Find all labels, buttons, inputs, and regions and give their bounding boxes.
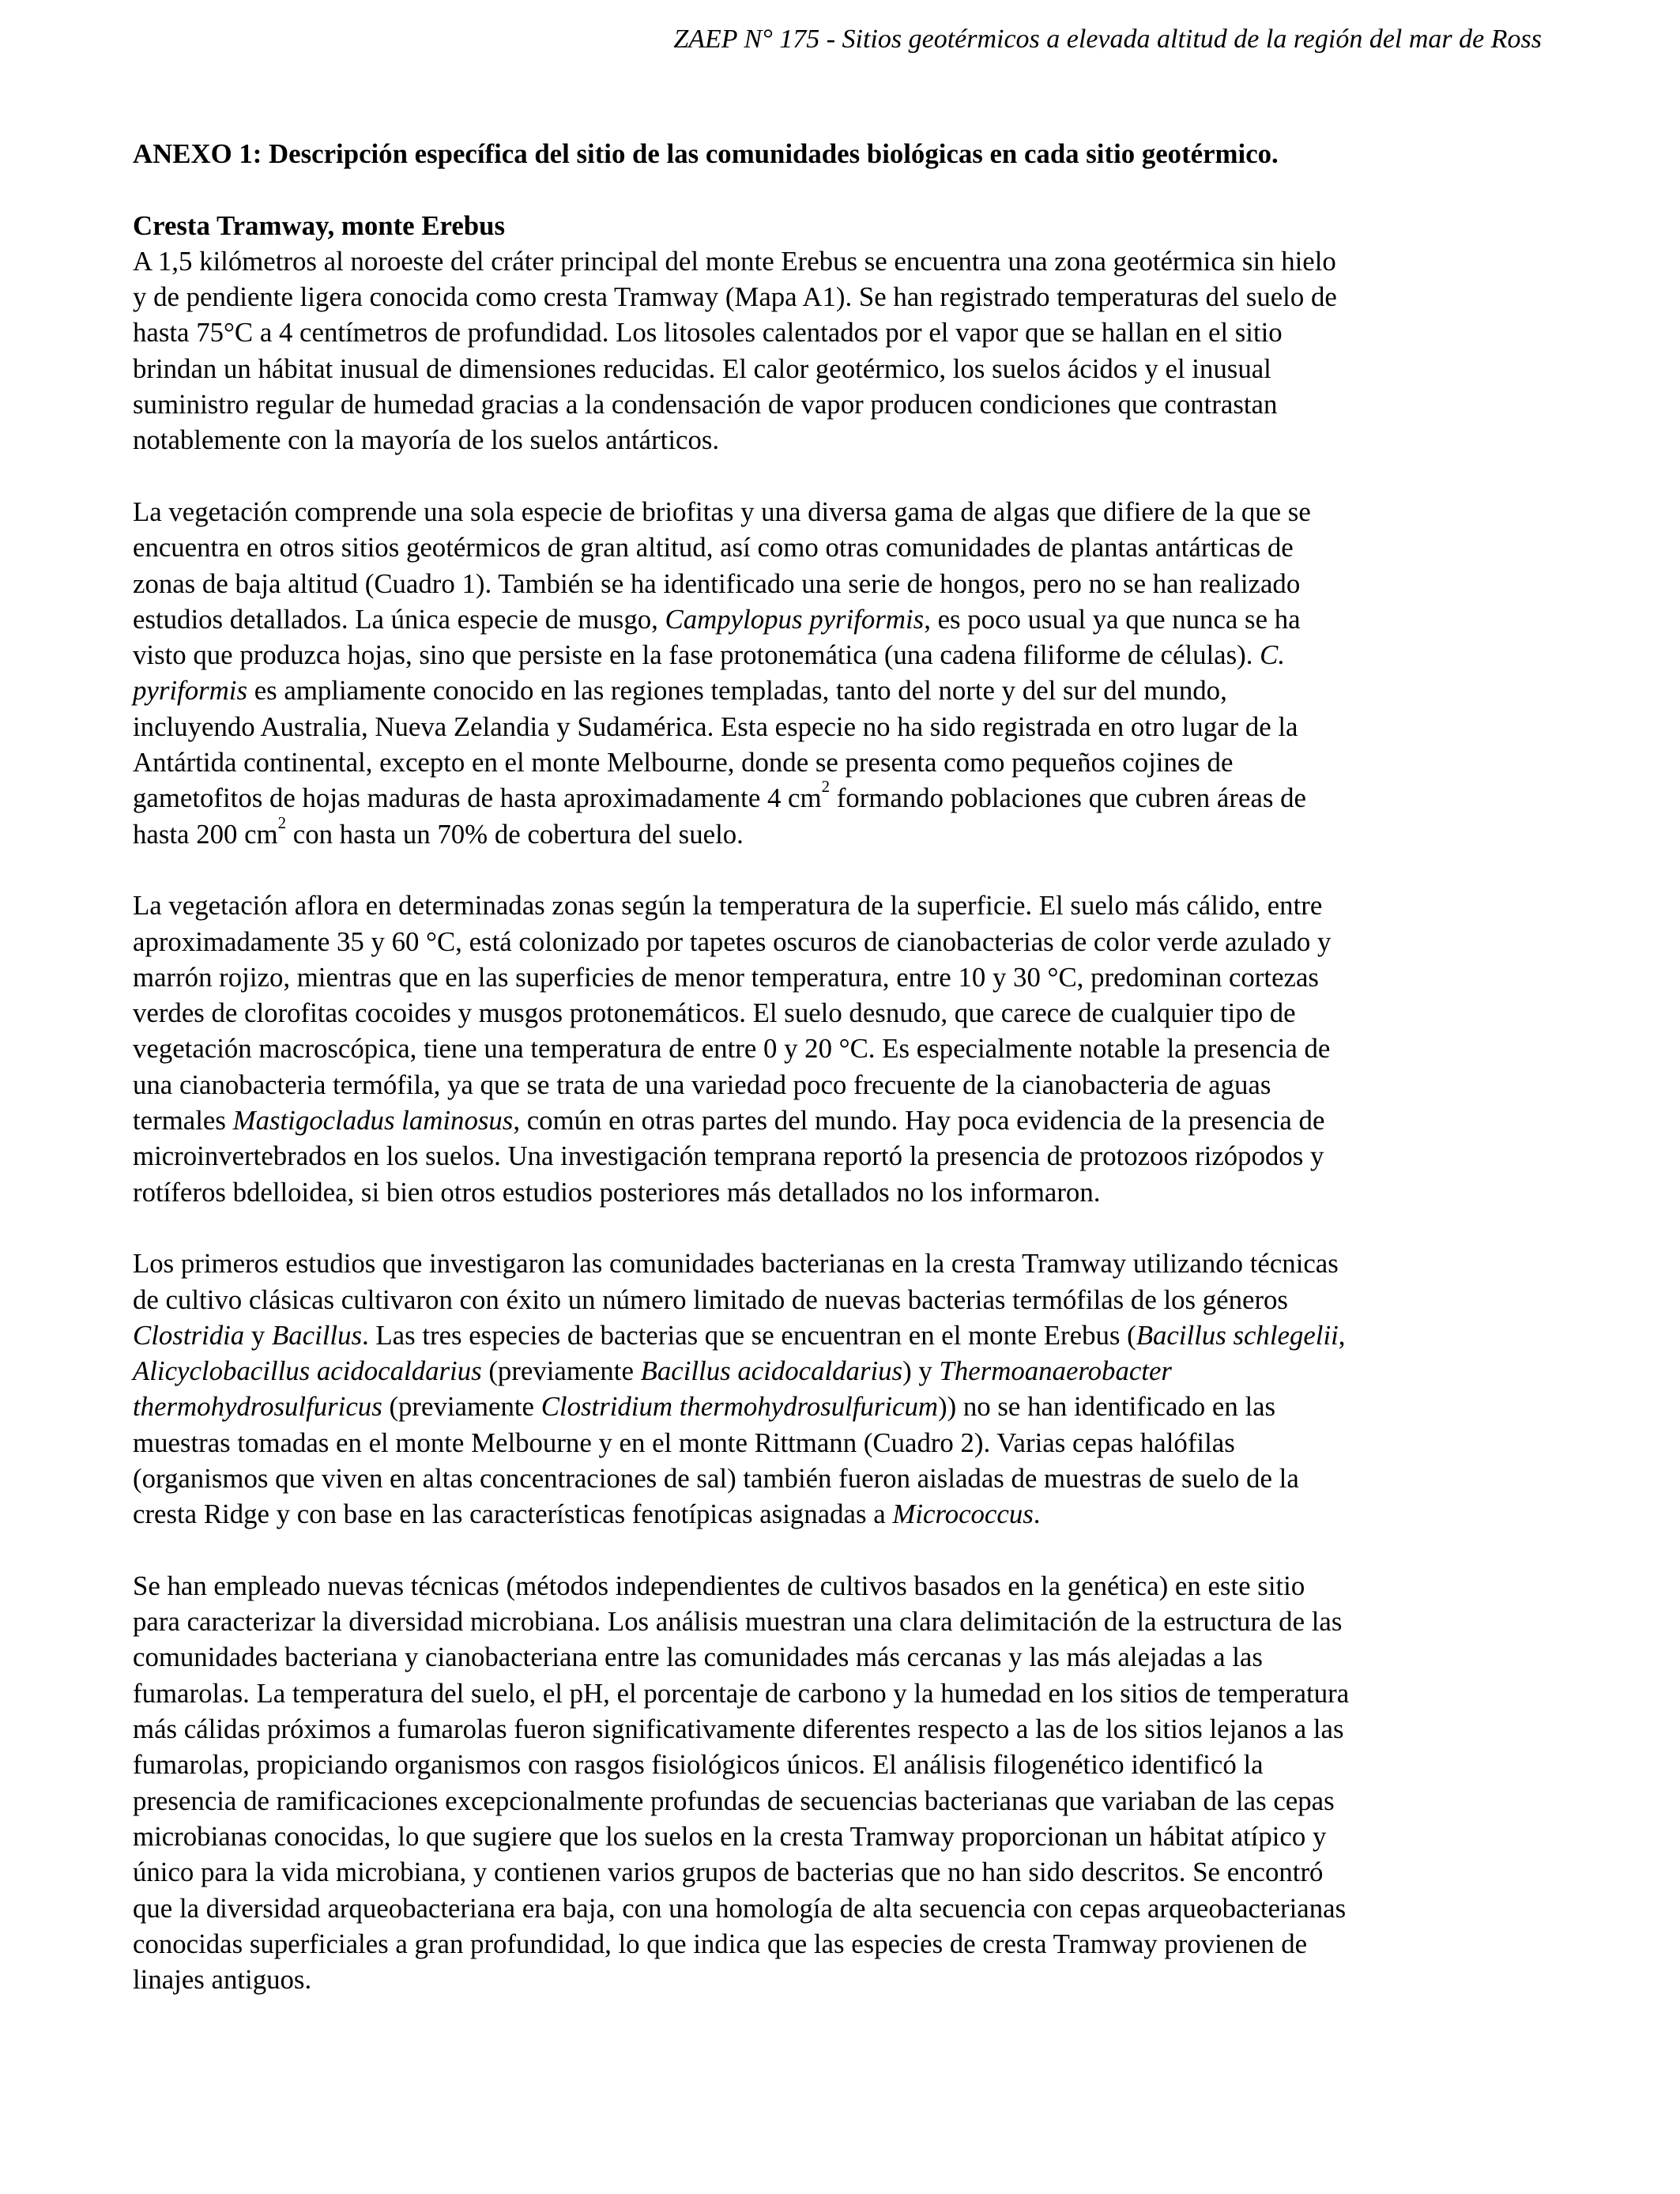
text-run: rotíferos bdelloidea, si bien otros estudios posteriores más detallados no los informaron.	[133, 1176, 1101, 1208]
text-run: de cultivo clásicas cultivaron con éxito un número limitado de nuevas bacterias termófilas de los géneros	[133, 1284, 1288, 1315]
text-run: y de pendiente ligera conocida como cresta Tramway (Mapa A1). Se han registrado temperaturas del suelo de	[133, 281, 1337, 313]
text-run: La vegetación aflora en determinadas zonas según la temperatura de la superficie. El suelo más cálido, entre	[133, 890, 1323, 922]
text-run: brindan un hábitat inusual de dimensiones reducidas. El calor geotérmico, los suelos ácidos y el inusual	[133, 352, 1271, 384]
text-run: fumarolas, propiciando organismos con rasgos fisiológicos únicos. El análisis filogenético identificó la	[133, 1749, 1264, 1781]
italic-term: C.	[1260, 639, 1286, 671]
text-line	[133, 566, 1551, 601]
text-line	[133, 315, 1551, 350]
text-run: La vegetación comprende una sola especie de briofitas y una diversa gama de algas que difiere de la que se	[133, 496, 1311, 527]
text-run: verdes de clorofitas cocoides y musgos protonemáticos. El suelo desnudo, que carece de cualquier tipo de	[133, 997, 1296, 1029]
superscript: 2	[821, 777, 831, 797]
text-line	[133, 1103, 1551, 1138]
text-run: con hasta un 70% de cobertura del suelo.	[286, 818, 744, 850]
text-line	[133, 1031, 1551, 1066]
text-line	[133, 1926, 1551, 1962]
text-line	[133, 1783, 1551, 1819]
italic-term: Campylopus pyriformis	[665, 603, 925, 635]
text-run: encuentra en otros sitios geotérmicos de gran altitud, así como otras comunidades de plantas antárticas de	[133, 532, 1294, 564]
superscript: 2	[277, 812, 287, 832]
text-run: hasta 75°C a 4 centímetros de profundidad. Los litosoles calentados por el vapor que se hallan en el sitio	[133, 317, 1283, 349]
text-run: termales	[133, 1105, 233, 1137]
text-line	[133, 530, 1551, 565]
text-run: visto que produzca hojas, sino que persiste en la fase protonemática (una cadena filiforme de células).	[133, 639, 1260, 671]
text-run: conocidas superficiales a gran profundidad, lo que indica que las especies de cresta Tramway provienen de	[133, 1928, 1308, 1959]
text-line	[133, 1246, 1551, 1281]
text-line	[133, 1891, 1551, 1926]
text-run: cresta Ridge y con base en las características fenotípicas asignadas a	[133, 1498, 893, 1530]
text-run: presencia de ramificaciones excepcionalmente profundas de secuencias bacterianas que variaban de las cepas	[133, 1785, 1335, 1816]
text-run: único para la vida microbiana, y contienen varios grupos de bacterias que no han sido descritos. Se encontró	[133, 1857, 1324, 1888]
italic-term: Bacillus acidocaldarius	[640, 1355, 903, 1387]
text-run: suministro regular de humedad gracias a la condensación de vapor producen condiciones que contrastan	[133, 389, 1278, 420]
text-line	[133, 386, 1551, 422]
text-run: , es poco usual ya que nunca se ha	[924, 603, 1301, 635]
text-run: , común en otras partes del mundo. Hay poca evidencia de la presencia de	[513, 1105, 1325, 1137]
text-line	[133, 1604, 1551, 1639]
text-run: gametofitos de hojas maduras de hasta aproximadamente 4 cm	[133, 782, 822, 814]
text-line	[133, 1639, 1551, 1675]
text-line	[133, 1389, 1551, 1424]
annex-title: ANEXO 1: Descripción específica del sitio de las comunidades biológicas en cada sitio geotérmico.	[133, 138, 1279, 169]
text-run: linajes antiguos.	[133, 1964, 312, 1996]
italic-term: Clostridia	[133, 1319, 245, 1351]
text-run: microinvertebrados en los suelos. Una investigación temprana reportó la presencia de protozoos rizópodos y	[133, 1140, 1324, 1172]
text-run: muestras tomadas en el monte Melbourne y en el monte Rittmann (Cuadro 2). Varias cepas halófilas	[133, 1427, 1235, 1458]
text-line	[133, 279, 1551, 315]
paragraph	[133, 1246, 1551, 1532]
text-line	[133, 1174, 1551, 1210]
text-run: Los primeros estudios que investigaron las comunidades bacterianas en la cresta Tramway utilizando técnicas	[133, 1248, 1339, 1280]
text-line	[133, 1568, 1551, 1604]
text-line	[133, 637, 1551, 673]
text-run: zonas de baja altitud (Cuadro 1). También se ha identificado una serie de hongos, pero no se han realizado	[133, 567, 1301, 599]
text-run: notablemente con la mayoría de los suelos antárticos.	[133, 424, 720, 456]
text-run: A 1,5 kilómetros al noroeste del cráter principal del monte Erebus se encuentra una zona geotérmica sin hielo	[133, 245, 1336, 277]
text-line	[133, 1282, 1551, 1318]
page-body	[133, 136, 1551, 2034]
italic-term: Bacillus schlegelii	[1136, 1319, 1339, 1351]
text-line	[133, 601, 1551, 637]
text-line	[133, 1425, 1551, 1461]
text-line	[133, 888, 1551, 923]
text-line	[133, 1353, 1551, 1389]
italic-term: Clostridium thermohydrosulfuricum	[541, 1391, 939, 1423]
italic-term: Mastigocladus laminosus	[232, 1105, 514, 1137]
text-run: (previamente	[382, 1391, 541, 1423]
italic-term: Thermoanaerobacter	[939, 1355, 1172, 1387]
text-run: ) y	[902, 1355, 940, 1387]
text-line	[133, 1461, 1551, 1496]
text-run: Se han empleado nuevas técnicas (métodos independientes de cultivos basados en la genética) en este sitio	[133, 1570, 1305, 1601]
text-run: vegetación macroscópica, tiene una temperatura de entre 0 y 20 °C. Es especialmente notable la presencia de	[133, 1033, 1331, 1065]
text-line	[133, 709, 1551, 745]
text-run: . Las tres especies de bacterias que se encuentran en el monte Erebus (	[362, 1319, 1136, 1351]
text-line	[133, 243, 1551, 279]
italic-term: thermohydrosulfuricus	[133, 1391, 382, 1423]
text-line	[133, 1711, 1551, 1747]
text-run: una cianobacteria termófila, ya que se trata de una variedad poco frecuente de la cianobacteria de aguas	[133, 1069, 1271, 1100]
text-line	[133, 959, 1551, 995]
text-run: comunidades bacteriana y cianobacteriana entre las comunidades más cercanas y las más alejadas a las	[133, 1642, 1263, 1673]
italic-term: Micrococcus	[892, 1498, 1034, 1530]
text-line	[133, 1819, 1551, 1854]
text-line	[133, 1854, 1551, 1890]
text-line	[133, 995, 1551, 1031]
text-run: aproximadamente 35 y 60 °C, está colonizado por tapetes oscuros de cianobacterias de color verde azulado y	[133, 925, 1332, 957]
text-line	[133, 1496, 1551, 1532]
text-line	[133, 1318, 1551, 1353]
text-line	[133, 812, 1551, 852]
text-run: Antártida continental, excepto en el monte Melbourne, donde se presenta como pequeños cojines de	[133, 747, 1234, 778]
text-line	[133, 1962, 1551, 1997]
text-line	[133, 422, 1551, 458]
text-line	[133, 924, 1551, 959]
section-paragraphs	[133, 243, 1551, 1998]
text-run: )) no se han identificado en las	[938, 1391, 1276, 1423]
text-run: más cálidas próximos a fumarolas fueron significativamente diferentes respecto a las de los sitios lejanos a las	[133, 1713, 1344, 1745]
italic-term: Alicyclobacillus acidocaldarius	[133, 1355, 482, 1387]
italic-term: Bacillus	[271, 1319, 363, 1351]
text-run: fumarolas. La temperatura del suelo, el pH, el porcentaje de carbono y la humedad en los sitios de temperatura	[133, 1677, 1350, 1709]
text-line	[133, 351, 1551, 386]
italic-term: pyriformis	[133, 675, 247, 707]
text-line	[133, 673, 1551, 708]
text-run: incluyendo Australia, Nueva Zelandia y Sudamérica. Esta especie no ha sido registrada en otro lugar de la	[133, 711, 1298, 742]
text-run: .	[1033, 1498, 1041, 1530]
text-line	[133, 494, 1551, 530]
paragraph	[133, 1568, 1551, 1998]
running-header: ZAEP N° 175 - Sitios geotérmicos a elevada altitud de la región del mar de Ross	[673, 25, 1542, 54]
text-run: (organismos que viven en altas concentraciones de sal) también fueron aisladas de muestras de suelo de la	[133, 1462, 1299, 1494]
section-title: Cresta Tramway, monte Erebus	[133, 209, 506, 241]
text-run: y	[244, 1319, 272, 1351]
text-run: hasta 200 cm	[133, 818, 278, 850]
text-run: microbianas conocidas, lo que sugiere que los suelos en la cresta Tramway proporcionan un hábitat atípico y	[133, 1820, 1327, 1852]
text-line	[133, 1138, 1551, 1174]
text-run: es ampliamente conocido en las regiones templadas, tanto del norte y del sur del mundo,	[247, 675, 1227, 707]
text-line	[133, 777, 1551, 816]
text-run: estudios detallados. La única especie de musgo,	[133, 603, 665, 635]
text-run: para caracterizar la diversidad microbiana. Los análisis muestran una clara delimitación de la estructura de las	[133, 1606, 1343, 1638]
paragraph	[133, 243, 1551, 458]
text-run: que la diversidad arqueobacteriana era baja, con una homología de alta secuencia con cepas arqueobacterianas	[133, 1892, 1347, 1924]
text-line	[133, 745, 1551, 780]
paragraph	[133, 888, 1551, 1210]
text-run: ,	[1338, 1319, 1346, 1351]
text-line	[133, 1067, 1551, 1103]
text-run: formando poblaciones que cubren áreas de	[830, 782, 1306, 814]
paragraph	[133, 494, 1551, 852]
text-line	[133, 1747, 1551, 1782]
text-line	[133, 1676, 1551, 1711]
text-run: (previamente	[481, 1355, 641, 1387]
text-run: marrón rojizo, mientras que en las superficies de menor temperatura, entre 10 y 30 °C, predominan cortezas	[133, 961, 1319, 993]
